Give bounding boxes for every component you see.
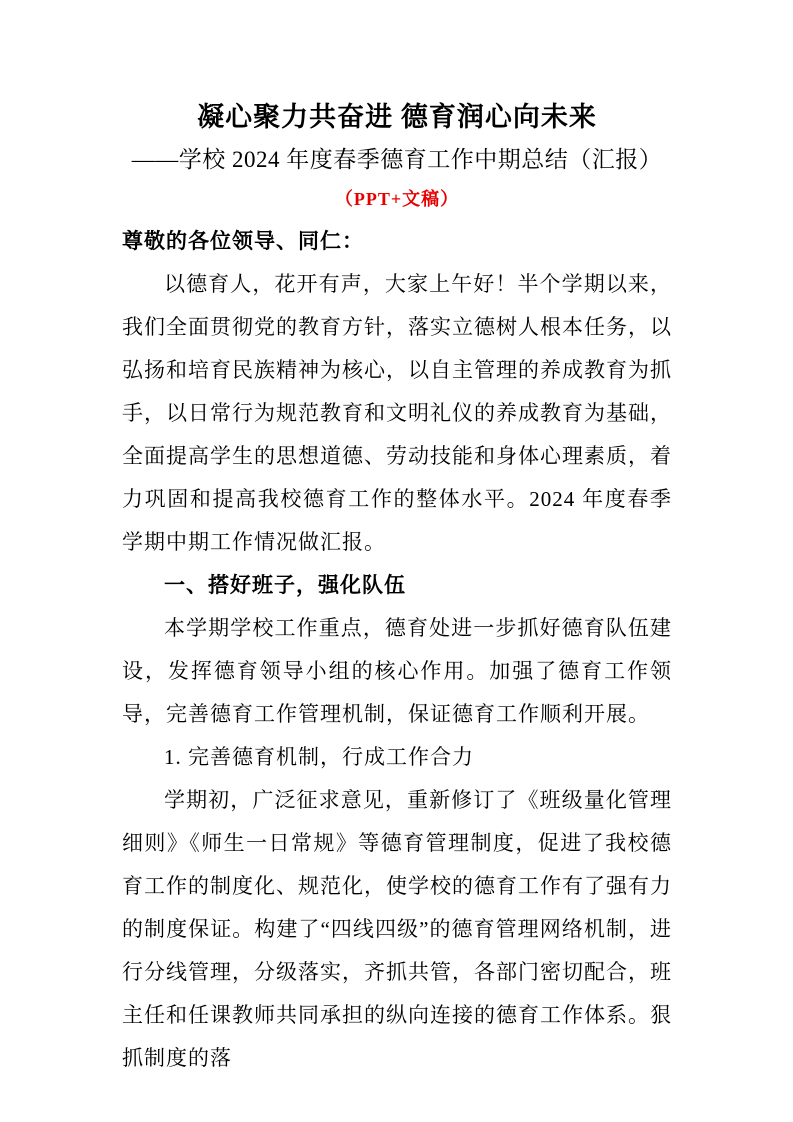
document-note: （PPT+文稿） bbox=[334, 189, 460, 209]
salutation: 尊敬的各位领导、同仁： bbox=[122, 229, 364, 253]
document-content bbox=[122, 96, 672, 1080]
document-subtitle: ——学校 2024 年度春季德育工作中期总结（汇报） bbox=[131, 147, 663, 172]
body-paragraph: 以德育人，花开有声，大家上午好！半个学期以来，我们全面贯彻党的教育方针，落实立德树人根本任务，以弘扬和培育民族精神为核心，以自主管理的养成教育为抓手，以日常行为规范教育和文明礼仪的养成教育为基础，全面提高学生的思想道德、劳动技能和身体心理素质，着力巩固和提高我校德育工作的整体水平。2024 年度春季学期中期工作情况做汇报。 bbox=[122, 272, 672, 554]
body-paragraph: 本学期学校工作重点，德育处进一步抓好德育队伍建设，发挥德育领导小组的核心作用。加强了德育工作领导，完善德育工作管理机制，保证德育工作顺利开展。 bbox=[122, 616, 672, 726]
section-subheading: 1. 完善德育机制，行成工作合力 bbox=[164, 745, 474, 769]
document-title: 凝心聚力共奋进 德育润心向未来 bbox=[197, 102, 597, 132]
paragraph-container bbox=[122, 263, 672, 1080]
body-paragraph: 学期初，广泛征求意见，重新修订了《班级量化管理细则》《师生一日常规》等德育管理制度，促进了我校德育工作的制度化、规范化，使学校的德育工作有了强有力的制度保证。构建了“四线四级”的德育管理网络机制，进行分线管理，分级落实，齐抓共管，各部门密切配合，班主任和任课教师共同承担的纵向连接的德育工作体系。狠抓制度的落 bbox=[122, 788, 672, 1070]
section-heading: 一、搭好班子，强化队伍 bbox=[164, 573, 406, 597]
